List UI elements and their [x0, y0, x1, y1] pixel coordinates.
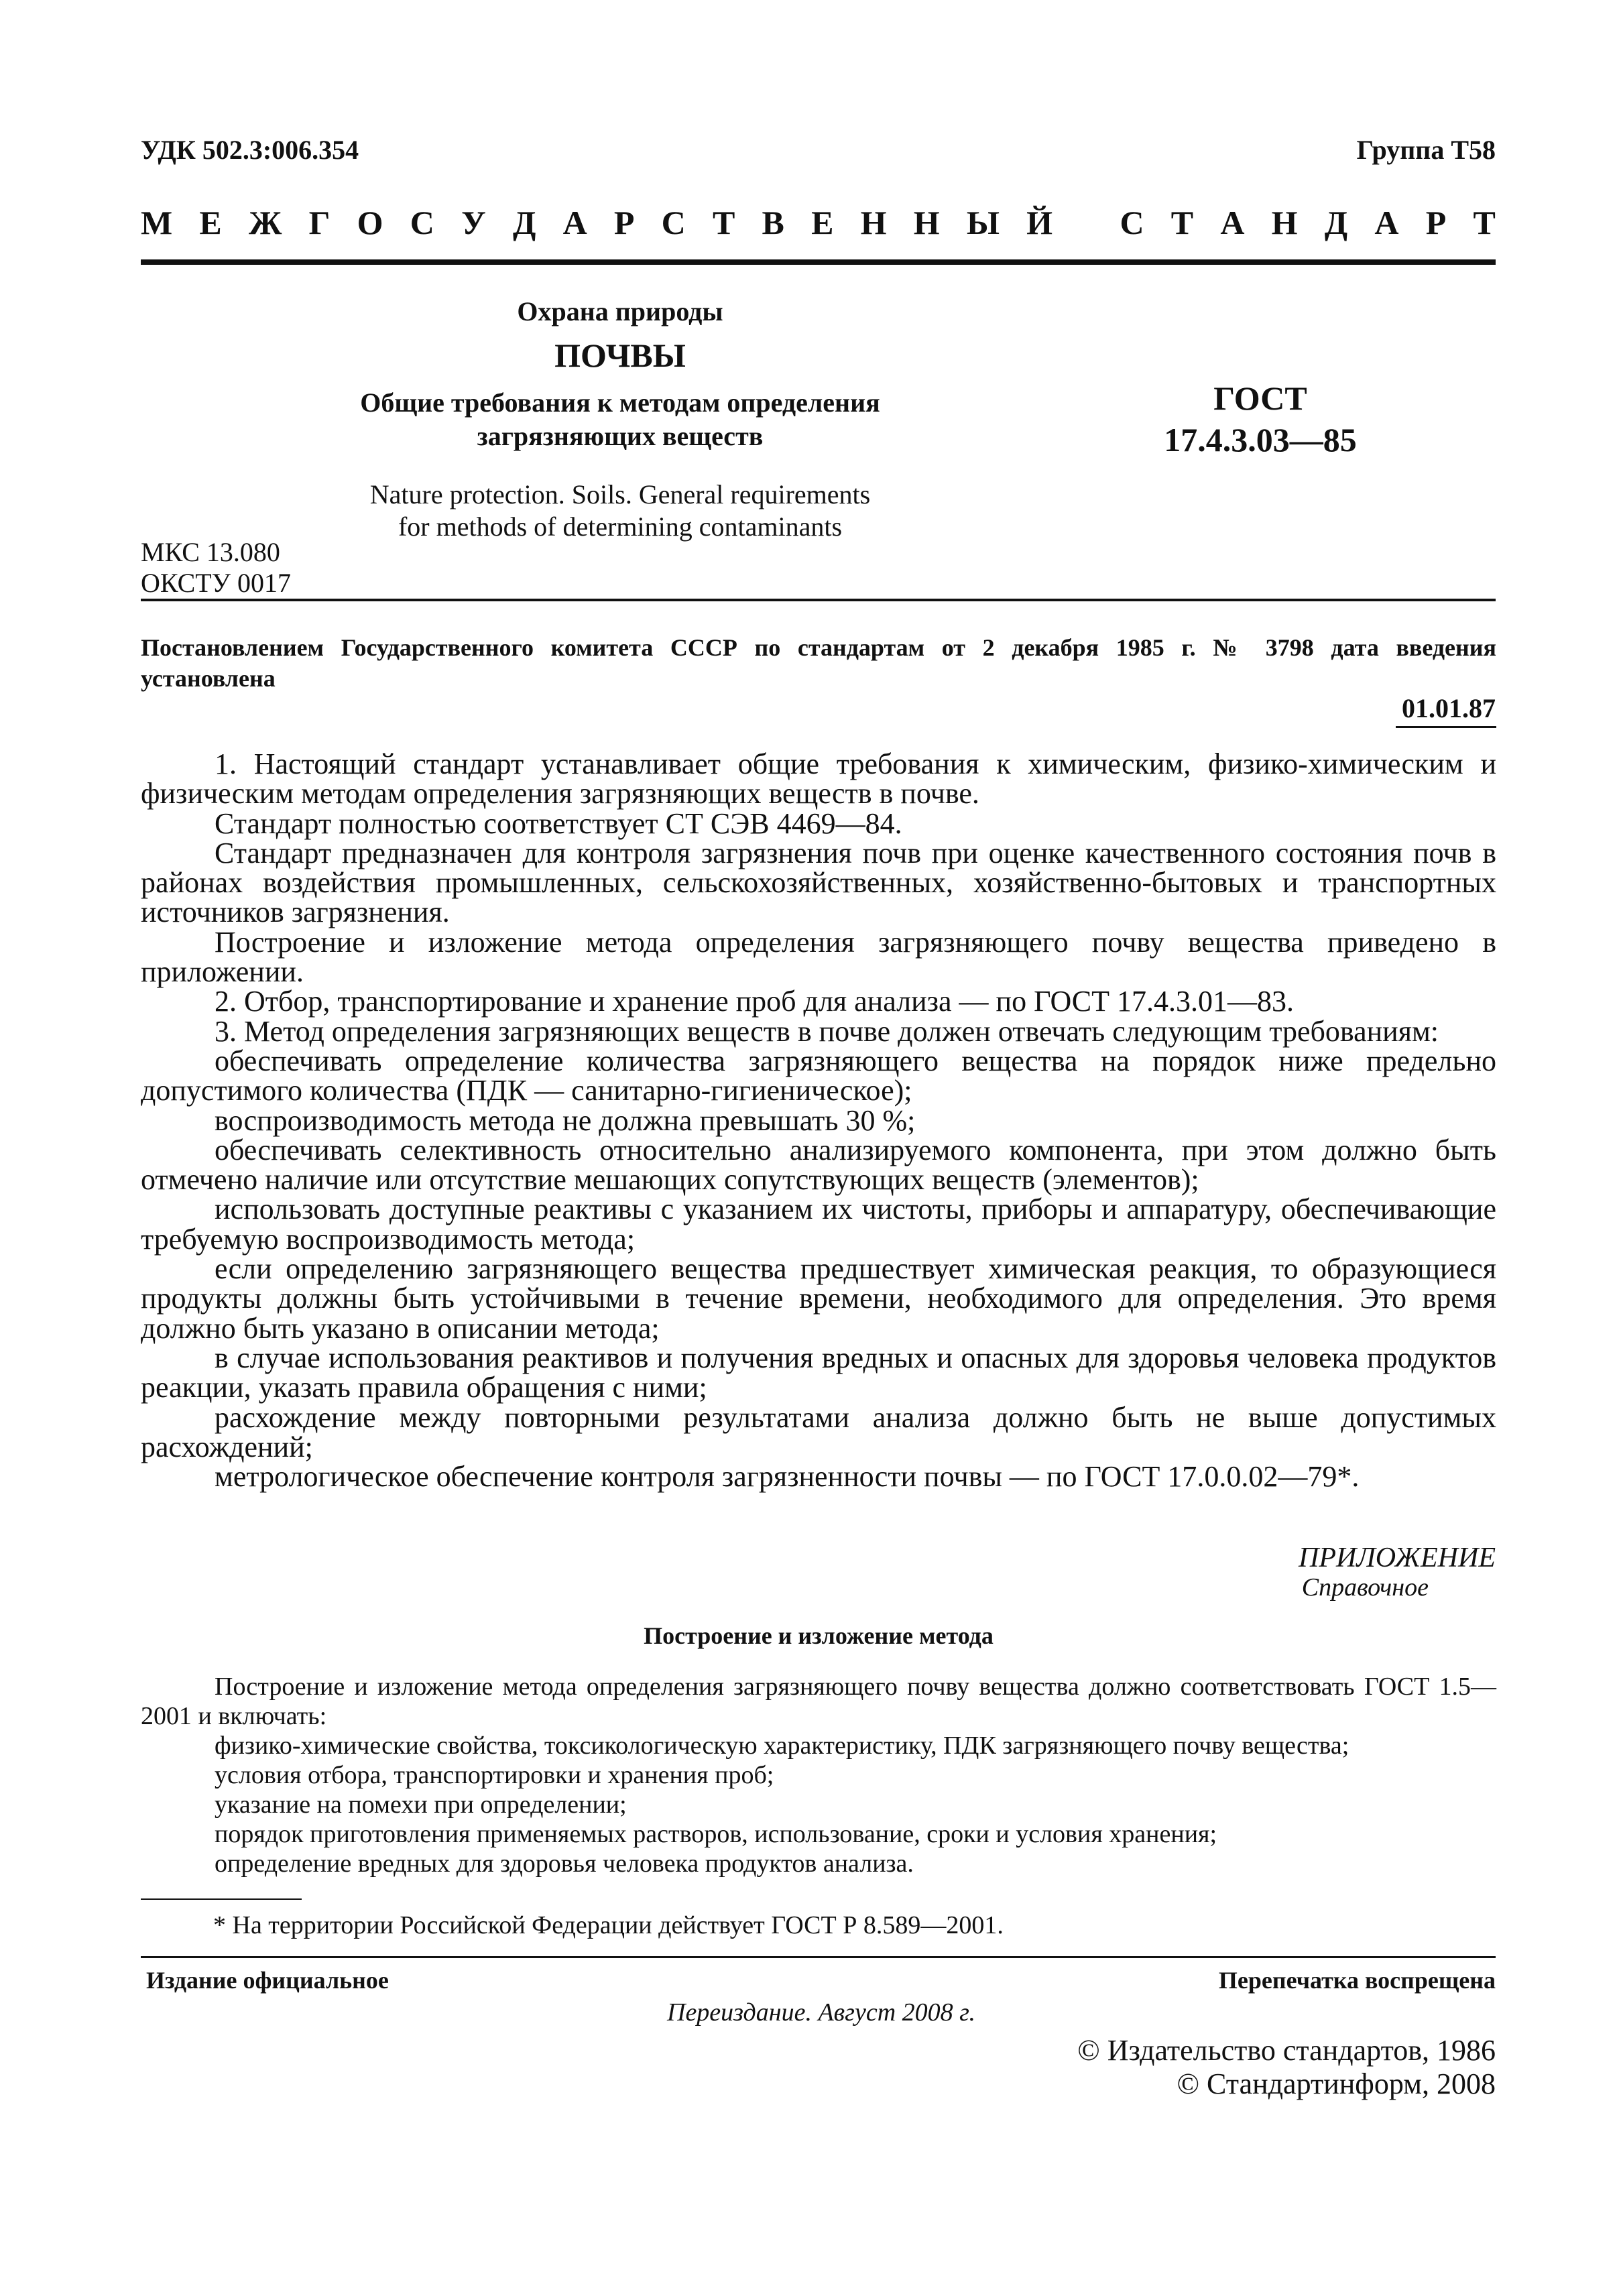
group-code: Группа Т58: [1356, 135, 1496, 165]
body-paragraph: использовать доступные реактивы с указанием их чистоты, приборы и аппаратуру, обеспечивающие требуемую воспроизводимость метода;: [141, 1193, 1496, 1256]
banner-letter: А: [1374, 204, 1399, 241]
footnote-separator: [141, 1898, 302, 1900]
official-edition: Издание официальное: [146, 1967, 389, 1994]
banner-letter: В: [762, 204, 784, 241]
banner-letter: Н: [1271, 204, 1298, 241]
body-paragraph: расхождение между повторными результатами анализа должно быть не выше допустимых расхождений;: [141, 1400, 1496, 1463]
body-text: [141, 749, 1496, 1492]
appendix-label: ПРИЛОЖЕНИЕ: [1299, 1543, 1496, 1573]
banner-letter: Д: [512, 204, 536, 241]
decree-text-2: установлена: [141, 665, 276, 692]
appendix-heading: Построение и изложение метода: [644, 1622, 994, 1649]
reprint-prohibited: Перепечатка воспрещена: [1218, 1967, 1496, 1994]
body-paragraph: Стандарт предназначен для контроля загрязнения почв при оценке качественного состояния почв в районах воздействия промышленных, сельскохозяйственных, хозяйственно-бытовых и транспортных источников загрязнения.: [141, 836, 1496, 929]
body-paragraph: метрологическое обеспечение контроля загрязненности почвы — по ГОСТ 17.0.0.02—79*.: [215, 1460, 1360, 1494]
footer-rule: [141, 1956, 1496, 1958]
banner-letter: Г: [308, 204, 330, 241]
banner-letter: Е: [811, 204, 834, 241]
body-paragraph: в случае использования реактивов и получения вредных и опасных для здоровья человека продуктов реакции, указать правила обращения с ними;: [141, 1341, 1496, 1404]
gost-number: 17.4.3.03—85: [1164, 421, 1357, 459]
okstu-code: ОКСТУ 0017: [141, 568, 292, 598]
date-underline: [1396, 726, 1496, 728]
appendix-intro: Построение и изложение метода определения загрязняющего почву вещества должно соответствовать ГОСТ 1.5—2001 и включать:: [141, 1673, 1496, 1730]
decree-text: Постановлением Государственного комитета СССР по стандартам от 2 декабря 1985 г. № 3798 дата введения: [141, 634, 1496, 661]
body-paragraph: обеспечивать определение количества загрязняющего вещества на порядок ниже предельно допустимого количества (ПДК — санитарно-гигиеническое);: [141, 1044, 1496, 1107]
body-paragraph: 1. Настоящий стандарт устанавливает общие требования к химическим, физико-химическим и физическим методам определения загрязняющих веществ в почве.: [141, 747, 1496, 810]
banner-letter: Д: [1324, 204, 1348, 241]
title-line-2: ПОЧВЫ: [554, 337, 686, 374]
banner-letter: А: [562, 204, 587, 241]
appendix-item: порядок приготовления применяемых растворов, использование, сроки и условия хранения;: [215, 1820, 1217, 1848]
appendix-item: условия отбора, транспортировки и хранения проб;: [215, 1761, 774, 1789]
banner-letter: Н: [860, 204, 887, 241]
banner-letter: Т: [1170, 204, 1194, 241]
appendix-item: определение вредных для здоровья человека продуктов анализа.: [215, 1850, 914, 1878]
body-paragraph: если определению загрязняющего вещества предшествует химическая реакция, то образующиеся продукты должны быть устойчивыми в течение времени, необходимого для определения. Это время должно быть указано в описании метода;: [141, 1252, 1496, 1345]
appendix-sublabel: Справочное: [1301, 1573, 1429, 1602]
banner-letter: [1079, 202, 1093, 243]
udk-code: УДК 502.3:006.354: [141, 135, 359, 165]
top-thick-rule: [141, 259, 1496, 265]
effective-date: 01.01.87: [1402, 693, 1496, 723]
banner-letter: О: [357, 204, 383, 241]
appendix-item: указание на помехи при определении;: [215, 1791, 627, 1819]
title-line-1: Охрана природы: [517, 296, 723, 326]
banner-letter: Т: [1473, 204, 1496, 241]
banner-letter: А: [1220, 204, 1245, 241]
banner-letter: Н: [913, 204, 940, 241]
banner-letter: С: [410, 204, 434, 241]
gost-label: ГОСТ: [1213, 379, 1307, 417]
banner-letter: Й: [1026, 204, 1053, 241]
body-paragraph: обеспечивать селективность относительно анализируемого компонента, при этом должно быть отмечено наличие или отсутствие мешающих сопутствующих веществ (элементов);: [141, 1133, 1496, 1197]
banner-letter: М: [141, 204, 173, 241]
banner-letter: Р: [1425, 204, 1447, 241]
body-paragraph: воспроизводимость метода не должна превышать 30 %;: [215, 1103, 916, 1137]
body-paragraph: Стандарт полностью соответствует СТ СЭВ 4469—84.: [215, 806, 902, 840]
title-bottom-rule: [141, 599, 1496, 601]
english-title-2: for methods of determining contaminants: [398, 511, 843, 542]
mks-code: МКС 13.080: [141, 537, 280, 567]
banner-letter: Е: [199, 204, 222, 241]
english-title-1: Nature protection. Soils. General requirements: [369, 479, 871, 509]
body-paragraph: Построение и изложение метода определения загрязняющего почву вещества приведено в приложении.: [141, 925, 1496, 989]
title-line-3: Общие требования к методам определения: [360, 387, 880, 418]
banner-letter: С: [1120, 204, 1144, 241]
reissue-note: Переиздание. Август 2008 г.: [667, 1998, 975, 2027]
appendix-text: [141, 1672, 1496, 1878]
banner-letter: Ы: [966, 204, 1000, 241]
title-line-4: загрязняющих веществ: [477, 421, 764, 451]
banner-letter: Р: [613, 204, 635, 241]
copyright-2: © Стандартинформ, 2008: [1177, 2067, 1496, 2100]
body-paragraph: 3. Метод определения загрязняющих веществ в почве должен отвечать следующим требованиям:: [215, 1014, 1439, 1048]
body-paragraph: 2. Отбор, транспортирование и хранение проб для анализа — по ГОСТ 17.4.3.01—83.: [215, 985, 1294, 1018]
banner-letter: С: [661, 204, 686, 241]
banner-letter: У: [461, 204, 486, 241]
appendix-item: физико-химические свойства, токсикологическую характеристику, ПДК загрязняющего почву вещества;: [215, 1732, 1349, 1760]
interstate-standard-banner: [141, 202, 1496, 243]
footnote: * На территории Российской Федерации действует ГОСТ Р 8.589—2001.: [213, 1911, 1004, 1939]
copyright-1: © Издательство стандартов, 1986: [1077, 2034, 1496, 2067]
banner-letter: Ж: [248, 204, 282, 241]
banner-letter: Т: [712, 204, 735, 241]
